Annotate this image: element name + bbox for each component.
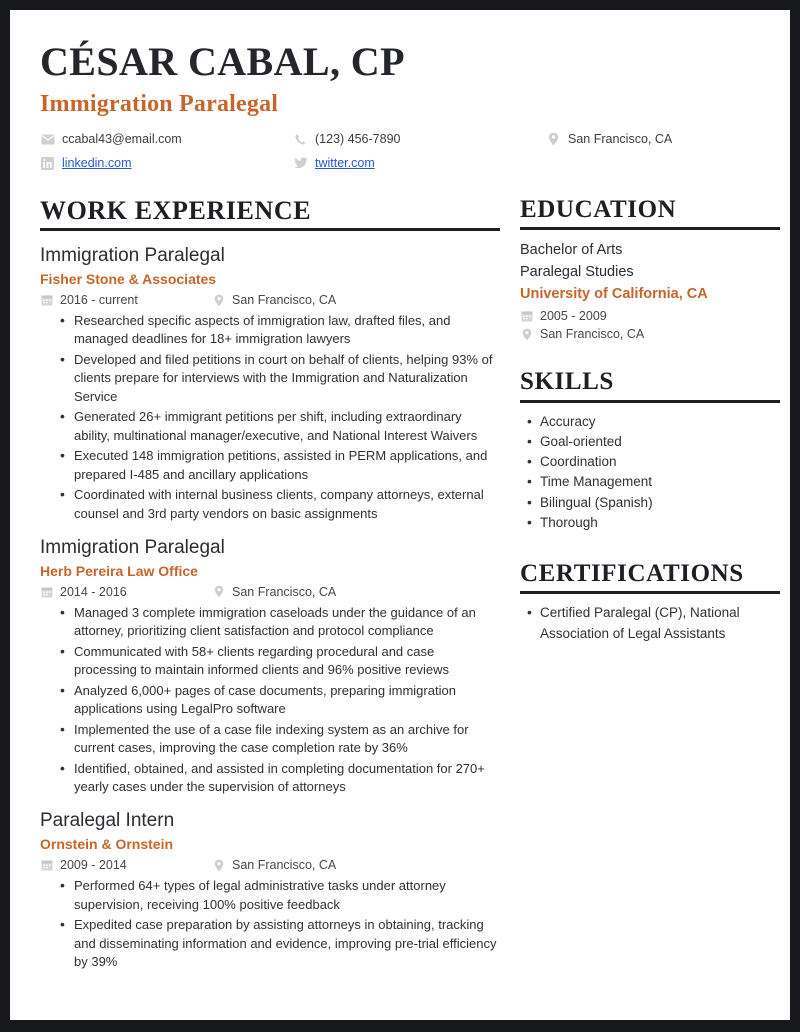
experience-title: Paralegal Intern	[40, 810, 175, 832]
experience-dates	[40, 293, 212, 307]
location-pin-icon	[212, 293, 226, 307]
bullet-item: • Managed 3 complete immigration caseloads under the guidance of an attorney, prioritizing client satisfaction and protocol compliance	[74, 604, 500, 641]
skills-heading: SKILLS	[520, 368, 614, 396]
calendar-icon	[40, 293, 54, 307]
contact-email	[40, 132, 293, 147]
education-degree: Bachelor of Arts	[520, 242, 623, 259]
calendar-icon	[40, 585, 54, 599]
experience-company: Herb Pereira Law Office	[40, 562, 198, 579]
resume-page	[10, 10, 790, 1020]
bullet-item: • Executed 148 immigration petitions, assisted in PERM applications, and prepared I-485 and ancillary applications	[74, 447, 500, 484]
experience-bullets	[40, 877, 500, 971]
experience-company: Ornstein & Ornstein	[40, 836, 174, 853]
phone-icon	[293, 132, 308, 146]
certifications-list	[520, 603, 780, 644]
envelope-icon	[40, 132, 55, 146]
section-divider	[40, 228, 500, 231]
experience-dates	[40, 858, 212, 872]
education-location-text: San Francisco, CA	[540, 327, 645, 342]
skill-item: • Goal-oriented	[540, 432, 780, 452]
experience-entry	[40, 809, 500, 971]
education-field: Paralegal Studies	[520, 263, 634, 280]
education-dates-text: 2005 - 2009	[540, 309, 607, 324]
work-experience-heading: WORK EXPERIENCE	[40, 195, 312, 225]
bullet-item: • Communicated with 58+ clients regarding procedural and case processing to maintain informed clients and 96% positive reviews	[74, 643, 500, 680]
experience-dates-text: 2016 - current	[60, 293, 138, 308]
education-dates	[520, 309, 780, 323]
section-divider	[520, 227, 780, 230]
certifications-heading: CERTIFICATIONS	[520, 560, 744, 588]
contact-phone-text: (123) 456-7890	[315, 131, 401, 146]
bullet-item: • Coordinated with internal business clients, company attorneys, external counsel and 3rd party vendors on basic assignments	[74, 486, 500, 523]
contact-twitter-link[interactable]: twitter.com	[315, 155, 375, 170]
experience-dates-text: 2009 - 2014	[60, 858, 127, 873]
experience-company: Fisher Stone & Associates	[40, 270, 217, 287]
skills-list	[520, 412, 780, 534]
skills-section	[520, 369, 780, 533]
work-experience-section	[40, 197, 500, 972]
experience-dates	[40, 585, 212, 599]
location-pin-icon	[520, 327, 534, 341]
experience-location	[212, 585, 336, 599]
skill-item: • Coordination	[540, 452, 780, 472]
bullet-item: • Developed and filed petitions in court on behalf of clients, helping 93% of clients prepare for interviews with the Immigration and Naturalization Service	[74, 351, 500, 406]
experience-location	[212, 858, 336, 872]
experience-location-text: San Francisco, CA	[232, 293, 337, 308]
bullet-item: • Identified, obtained, and assisted in completing documentation for 270+ yearly cases under the supervision of attorneys	[74, 760, 500, 797]
resume-body	[40, 197, 760, 974]
contact-email-text: ccabal43@email.com	[62, 131, 182, 146]
location-pin-icon	[212, 585, 226, 599]
bullet-item: • Performed 64+ types of legal administrative tasks under attorney supervision, receiving 100% positive feedback	[74, 877, 500, 914]
location-pin-icon	[212, 858, 226, 872]
contact-info	[40, 132, 760, 171]
contact-twitter[interactable]	[293, 156, 546, 171]
skill-item: • Time Management	[540, 472, 780, 492]
contact-phone	[293, 132, 546, 147]
education-location	[520, 327, 780, 341]
experience-meta	[40, 585, 500, 599]
section-divider	[520, 400, 780, 403]
education-heading: EDUCATION	[520, 195, 677, 223]
section-divider	[520, 591, 780, 594]
experience-title: Immigration Paralegal	[40, 537, 225, 559]
skill-item: • Bilingual (Spanish)	[540, 493, 780, 513]
resume-header	[40, 40, 760, 171]
experience-location	[212, 293, 336, 307]
education-section	[520, 197, 780, 342]
bullet-item: • Researched specific aspects of immigration law, drafted files, and managed deadlines for 18+ immigration lawyers	[74, 312, 500, 349]
experience-meta	[40, 858, 500, 872]
bullet-item: • Generated 26+ immigrant petitions per shift, including extraordinary ability, multinational manager/executive, and National Interest Waivers	[74, 408, 500, 445]
left-column	[40, 197, 500, 974]
calendar-icon	[40, 858, 54, 872]
experience-title: Immigration Paralegal	[40, 245, 225, 267]
candidate-job-title: Immigration Paralegal	[40, 90, 279, 117]
experience-location-text: San Francisco, CA	[232, 584, 337, 599]
linkedin-icon	[40, 156, 55, 170]
location-pin-icon	[546, 132, 561, 146]
contact-linkedin-link[interactable]: linkedin.com	[62, 155, 132, 170]
calendar-icon	[520, 309, 534, 323]
bullet-item: • Implemented the use of a case file indexing system as an archive for current cases, improving the case completion rate by 36%	[74, 721, 500, 758]
education-school: University of California, CA	[520, 285, 708, 302]
experience-entry	[40, 244, 500, 523]
experience-entry	[40, 536, 500, 796]
contact-location	[546, 132, 760, 147]
experience-meta	[40, 293, 500, 307]
skill-item: • Thorough	[540, 513, 780, 533]
education-entry	[520, 240, 780, 341]
experience-location-text: San Francisco, CA	[232, 858, 337, 873]
experience-dates-text: 2014 - 2016	[60, 584, 127, 599]
skill-item: • Accuracy	[540, 412, 780, 432]
certifications-section	[520, 561, 780, 644]
bullet-item: • Analyzed 6,000+ pages of case documents, preparing immigration applications using LegalPro software	[74, 682, 500, 719]
right-column	[520, 197, 780, 644]
bullet-item: • Expedited case preparation by assisting attorneys in obtaining, tracking and disseminating information and evidence, improving pre-trial efficiency by 39%	[74, 916, 500, 971]
contact-location-text: San Francisco, CA	[568, 131, 673, 146]
twitter-icon	[293, 156, 308, 170]
experience-bullets	[40, 604, 500, 797]
candidate-name: CÉSAR CABAL, CP	[40, 39, 405, 84]
certification-item: • Certified Paralegal (CP), National Association of Legal Assistants	[540, 603, 780, 644]
contact-linkedin[interactable]	[40, 156, 293, 171]
experience-bullets	[40, 312, 500, 523]
